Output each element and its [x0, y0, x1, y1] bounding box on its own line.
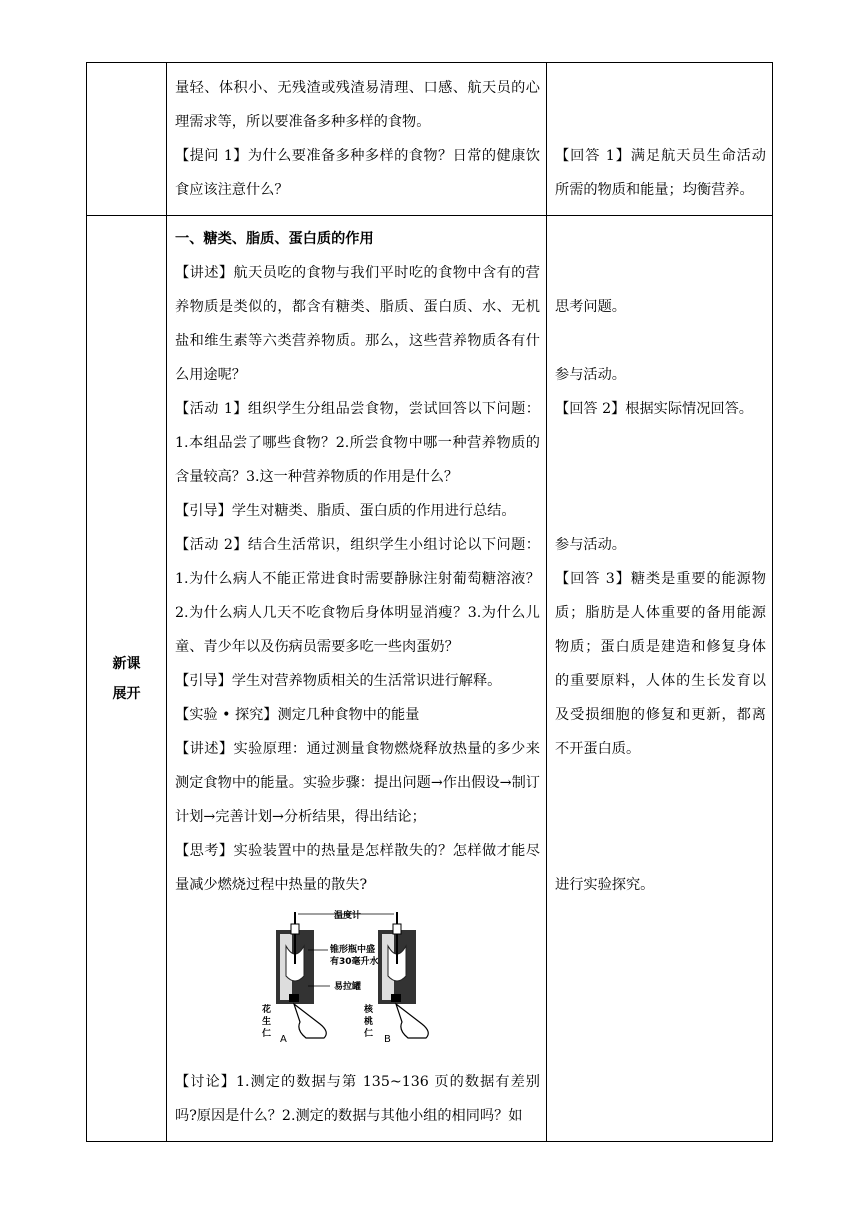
walnut-label-1: 核	[363, 1005, 373, 1015]
experiment-figure	[175, 902, 540, 1065]
guide-2: 【引导】学生对营养物质相关的生活常识进行解释。	[175, 673, 502, 689]
discussion: 【讨论】1.测定的数据与第 135~136 页的数据有差别吗?原因是什么？2.测定的数据与其他小组的相同吗？如	[175, 1074, 540, 1124]
label-b: B	[383, 1034, 391, 1045]
section-heading: 一、糖类、脂质、蛋白质的作用	[175, 231, 374, 247]
section-cell-empty	[87, 63, 167, 216]
lesson-plan-table	[86, 62, 773, 1142]
experiment-title: 【实验 • 探究】测定几种食物中的能量	[175, 707, 420, 723]
teacher-activity-cell	[167, 216, 547, 1142]
peanut-label-3: 仁	[261, 1029, 271, 1039]
narration-paragraph: 【讲述】航天员吃的食物与我们平时吃的食物中含有的营养物质是类似的，都含有糖类、脂质、蛋白质、水、无机盐和维生素等六类营养物质。那么，这些营养物质各有什么用途呢？	[175, 265, 540, 383]
join-activity-2: 参与活动。	[555, 537, 626, 553]
answer-2: 【回答 2】根据实际情况回答。	[555, 401, 753, 417]
student-activity-cell	[547, 63, 773, 216]
walnut-label-3: 仁	[363, 1029, 373, 1039]
flask-label-2: 有30毫升水	[329, 957, 379, 967]
table-row	[87, 63, 773, 216]
peanut-label-2: 生	[261, 1017, 271, 1027]
answer-3: 【回答 3】糖类是重要的能源物质；脂肪是人体重要的备用能源物质；蛋白质是建造和修复身体的重要原料，人体的生长发育以及受损细胞的修复和更新，都离不开蛋白质。	[555, 571, 766, 757]
student-activity-cell	[547, 216, 773, 1142]
flask-label: 锥形瓶中盛	[329, 945, 375, 955]
peanut-label-1: 花	[261, 1005, 271, 1015]
left-hand-icon	[294, 1004, 326, 1038]
activity-2: 【活动 2】结合生活常识，组织学生小组讨论以下问题：1.为什么病人不能正常进食时需要静脉注射葡萄糖溶液？2.为什么病人几天不吃食物后身体明显消瘦？3.为什么儿童、青少年以及伤病员需要多吃一些肉蛋奶？	[175, 537, 540, 655]
experiment-response: 进行实验探究。	[555, 877, 655, 893]
section-label-line2: 展开	[112, 685, 141, 702]
thermometer-label: 温度计	[333, 911, 361, 921]
guide-1: 【引导】学生对糖类、脂质、蛋白质的作用进行总结。	[175, 503, 516, 519]
join-activity-1: 参与活动。	[555, 367, 626, 383]
right-hand-icon	[396, 1004, 428, 1038]
question-1: 【提问 1】为什么要准备多种多样的食物？日常的健康饮食应该注意什么？	[175, 148, 540, 198]
think-response: 思考问题。	[555, 299, 626, 315]
teacher-activity-cell	[167, 63, 547, 216]
table-row	[87, 216, 773, 1142]
walnut-label-2: 桃	[363, 1017, 373, 1027]
text-paragraph: 量轻、体积小、无残渣或残渣易清理、口感、航天员的心理需求等，所以要准备多种多样的食物。	[175, 80, 540, 130]
section-label-line1: 新课	[112, 655, 141, 672]
can-label: 易拉罐	[333, 982, 361, 992]
label-a: A	[279, 1034, 287, 1045]
section-cell	[87, 216, 167, 1142]
activity-1: 【活动 1】组织学生分组品尝食物，尝试回答以下问题：1.本组品尝了哪些食物？2.所尝食物中哪一种营养物质的含量较高？3.这一种营养物质的作用是什么？	[175, 401, 540, 485]
answer-1: 【回答 1】满足航天员生命活动所需的物质和能量；均衡营养。	[555, 148, 766, 198]
think-question: 【思考】实验装置中的热量是怎样散失的？怎样做才能尽量减少燃烧过程中热量的散失?	[175, 843, 540, 893]
experiment-principle: 【讲述】实验原理：通过测量食物燃烧释放热量的多少来测定食物中的能量。实验步骤：提出问题→作出假设→制订计划→完善计划→分析结果，得出结论；	[175, 741, 540, 825]
calorimeter-diagram	[258, 906, 458, 1046]
